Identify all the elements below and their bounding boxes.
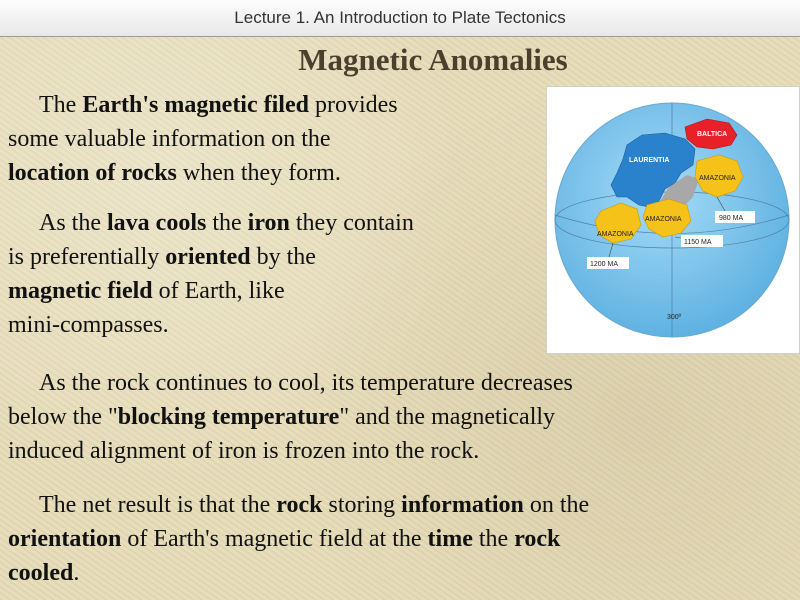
paleogeographic-globe-figure bbox=[546, 86, 800, 354]
text-line: As the lava cools the iron they contain bbox=[39, 210, 414, 236]
text-line: induced alignment of iron is frozen into the rock. bbox=[8, 438, 480, 464]
lecture-title: Lecture 1. An Introduction to Plate Tectonics bbox=[234, 8, 566, 27]
text-line: is preferentially oriented by the bbox=[8, 244, 316, 270]
text-line: The net result is that the rock storing information on the bbox=[39, 492, 590, 518]
text-line: below the "blocking temperature" and the magnetically bbox=[8, 404, 556, 430]
label-980ma: 980 MA bbox=[719, 215, 744, 222]
paragraph-net-result bbox=[8, 488, 798, 590]
text-line: As the rock continues to cool, its temperature decreases bbox=[39, 370, 573, 396]
text-line: location of rocks when they form. bbox=[8, 160, 341, 186]
lecture-header bbox=[0, 0, 800, 37]
paragraph-earth-magnetic-field bbox=[8, 88, 538, 190]
label-laurentia: LAURENTIA bbox=[629, 157, 670, 164]
text-line: some valuable information on the bbox=[8, 126, 331, 152]
label-amazonia-left: AMAZONIA bbox=[597, 231, 634, 238]
text-line: magnetic field of Earth, like bbox=[8, 278, 285, 304]
label-meridian-300: 300º bbox=[667, 314, 682, 321]
label-amazonia-mid: AMAZONIA bbox=[645, 216, 682, 223]
label-baltica: BALTICA bbox=[697, 131, 728, 138]
label-1150ma: 1150 MA bbox=[684, 239, 712, 246]
paragraph-blocking-temperature bbox=[8, 366, 798, 468]
paragraph-lava-cools bbox=[8, 206, 548, 342]
text-line: mini-compasses. bbox=[8, 312, 169, 338]
label-1200ma: 1200 MA bbox=[590, 261, 619, 268]
globe-map bbox=[547, 87, 799, 353]
text-line: orientation of Earth's magnetic field at the time the rock bbox=[8, 526, 561, 552]
label-amazonia-top: AMAZONIA bbox=[699, 175, 736, 182]
text-line: cooled. bbox=[8, 560, 80, 586]
slide-title: Magnetic Anomalies bbox=[298, 42, 568, 77]
text-line: The Earth's magnetic filed provides bbox=[39, 92, 398, 118]
